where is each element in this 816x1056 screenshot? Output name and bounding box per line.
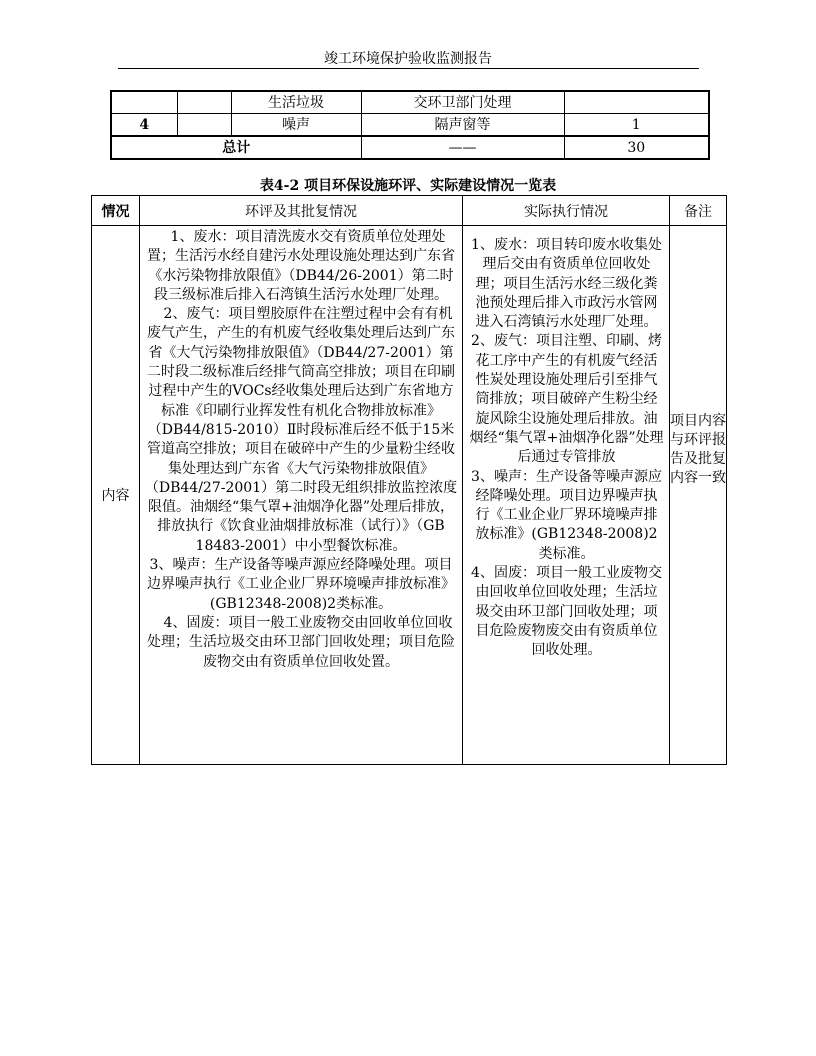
eia-paragraph-wastewater: 1、废水：项目清洗废水交有资质单位处理处置；生活污水经自建污水处理设施处理达到广东省《水污染物排放限值》（DB44/26-2001）第二时段三级标准后排入石湾镇生活污水处理厂处理。 [147,229,455,303]
total-label: 总计 [111,136,361,159]
row-label: 内容 [92,226,140,765]
actual-paragraph-noise: 3、噪声：生产设备等噪声源应经降噪处理。项目边界噪声执行《工业企业厂界环境噪声排放标准》(GB12348-2008)2 类标准。 [471,468,662,562]
header-situation: 情况 [92,196,140,226]
page-header-title: 竣工环境保护验收监测报告 [324,51,492,67]
cost-table [110,90,710,160]
cost-amount-cell: 1 [564,114,709,137]
table-row [111,114,709,137]
cost-item-cell: 生活垃圾 [231,91,361,114]
eia-paragraph-solid-waste: 4、固废：项目一般工业废物交由回收单位回收处理；生活垃圾交由环卫部门回收处理；项目危险废物交由有资质单位回收处置。 [147,614,455,670]
actual-paragraph-wastewater: 1、废水：项目转印废水收集处理后交由有资质单位回收处理；项目生活污水经三级化粪池预处理后排入市政污水管网进入石湾镇污水处理厂处理。 [471,237,662,331]
cost-item-cell: 噪声 [231,114,361,137]
total-amount: 30 [564,136,709,159]
header-eia: 环评及其批复情况 [140,196,463,226]
note-cell: 项目内容与环评报告及批复内容一致 [670,226,727,765]
actual-paragraph-exhaust: 2、废气：项目注塑、印刷、烤花工序中产生的有机废气经活性炭处理设施处理后引至排气筒排放；项目破碎产生粉尘经旋风除尘设施处理后排放。油烟经“集气罩+油烟净化器”处理后通过专管排放 [469,333,664,466]
cost-type-cell [177,91,231,114]
header-actual: 实际执行情况 [463,196,670,226]
cost-amount-cell [564,91,709,114]
eia-paragraph-noise: 3、噪声：生产设备等噪声源应经降噪处理。项目边界噪声执行《工业企业厂界环境噪声排放标准》(GB12348-2008)2类标准。 [147,557,455,612]
header-rule [118,68,699,69]
eia-paragraph-exhaust: 2、废气：项目塑胶原件在注塑过程中会有有机废气产生，产生的有机废气经收集处理后达到广东省《大气污染物排放限值》（DB44/27-2001）第二时段二级标准后经排气筒高空排放；项目在印刷过程中产生的VOCs经收集处理后达到广东省地方标准《印刷行业挥发性有机化合物排放标准》（DB44/815-2010）Ⅱ时段标准后经不低于15米管道高空排放；项目在破碎中产生的少量粉尘经收集处理达到广东省《大气污染物排放限值》（DB44/27-2001）第二时段无组织排放监控浓度限值。油烟经“集气罩+油烟净化器”处理后排放，排放执行《饮食业油烟排放标准（试行）》（GB 18483-2001）中小型餐饮标准。 [144,306,458,554]
table-header-row [92,196,727,226]
cost-no-cell [111,91,177,114]
eia-cell [140,226,463,765]
cost-measure-cell: 交环卫部门处理 [361,91,564,114]
actual-paragraph-solid-waste: 4、固废：项目一般工业废物交由回收单位回收处理；生活垃圾交由环卫部门回收处理；项目危险废物废交由有资质单位回收处理。 [471,565,662,659]
cost-no-cell: 4 [111,114,177,137]
total-row [111,136,709,159]
actual-cell [463,226,670,765]
table-caption: 表4-2 项目环保设施环评、实际建设情况一览表 [259,178,557,194]
cost-type-cell [177,114,231,137]
table-row [111,91,709,114]
table-row [92,226,727,765]
header-note: 备注 [670,196,727,226]
total-measure: —— [361,136,564,159]
cost-measure-cell: 隔声窗等 [361,114,564,137]
facility-table [91,195,727,765]
